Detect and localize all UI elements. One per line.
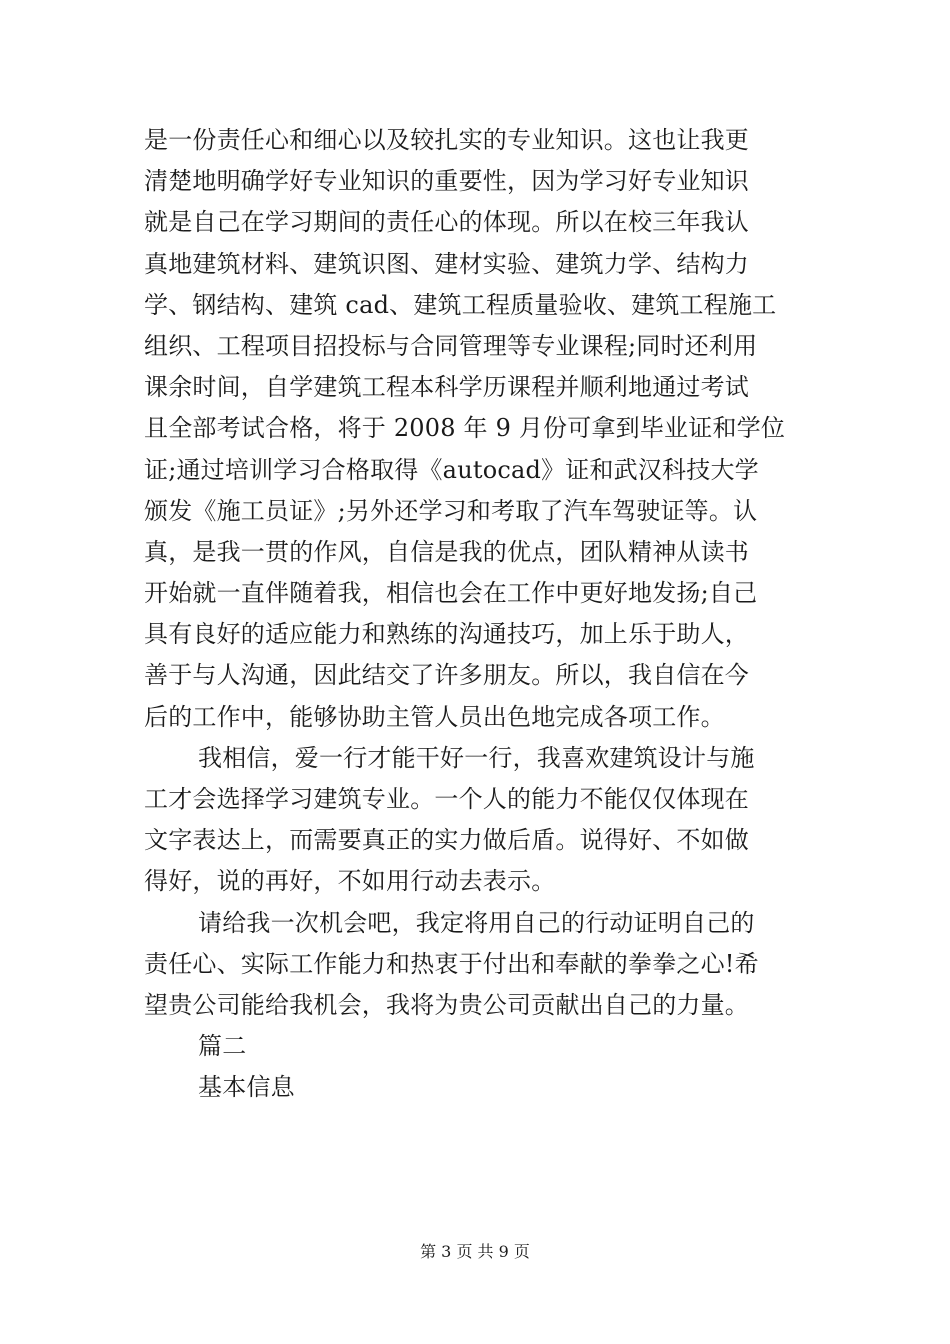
text-line: 工才会选择学习建筑专业。一个人的能力不能仅仅体现在 xyxy=(144,785,749,813)
text-line: 清楚地明确学好专业知识的重要性，因为学习好专业知识 xyxy=(144,167,749,196)
text-line: 学、钢结构、建筑 cad、建筑工程质量验收、建筑工程施工 xyxy=(144,290,777,319)
text-line: 开始就一直伴随着我，相信也会在工作中更好地发扬;自己 xyxy=(144,579,758,608)
text-line: 得好，说的再好，不如用行动去表示。 xyxy=(144,867,556,896)
text-line: 真，是我一贯的作风，自信是我的优点，团队精神从读书 xyxy=(144,537,749,566)
page-footer: 第 3 页 共 9 页 xyxy=(420,1242,530,1261)
text-line: 我相信，爱一行才能干好一行，我喜欢建筑设计与施 xyxy=(198,743,755,772)
body-text xyxy=(144,120,808,1109)
text-line: 善于与人沟通，因此结交了许多朋友。所以，我自信在今 xyxy=(144,661,749,690)
text-line: 是一份责任心和细心以及较扎实的专业知识。这也让我更 xyxy=(144,126,749,154)
text-line: 课余时间，自学建筑工程本科学历课程并顺利地通过考试 xyxy=(144,373,749,402)
text-line: 就是自己在学习期间的责任心的体现。所以在校三年我认 xyxy=(144,208,749,237)
text-line: 证;通过培训学习合格取得《autocad》证和武汉科技大学 xyxy=(144,455,759,484)
text-line: 后的工作中，能够协助主管人员出色地完成各项工作。 xyxy=(144,702,725,731)
text-line: 组织、工程项目招投标与合同管理等专业课程;同时还利用 xyxy=(144,331,758,360)
text-line: 请给我一次机会吧，我定将用自己的行动证明自己的 xyxy=(198,908,755,937)
text-line: 文字表达上，而需要真正的实力做后盾。说得好、不如做 xyxy=(144,826,749,855)
text-line: 篇二 xyxy=(198,1032,247,1061)
text-line: 且全部考试合格，将于 2008 年 9 月份可拿到毕业证和学位 xyxy=(144,414,786,443)
text-line: 颁发《施工员证》;另外还学习和考取了汽车驾驶证等。认 xyxy=(144,496,758,525)
text-line: 望贵公司能给我机会，我将为贵公司贡献出自己的力量。 xyxy=(144,990,749,1019)
text-line: 基本信息 xyxy=(198,1073,295,1102)
text-line: 具有良好的适应能力和熟练的沟通技巧，加上乐于助人， xyxy=(144,620,749,649)
text-line: 责任心、实际工作能力和热衷于付出和奉献的拳拳之心!希 xyxy=(144,949,759,978)
text-line: 真地建筑材料、建筑识图、建材实验、建筑力学、结构力 xyxy=(144,249,749,278)
